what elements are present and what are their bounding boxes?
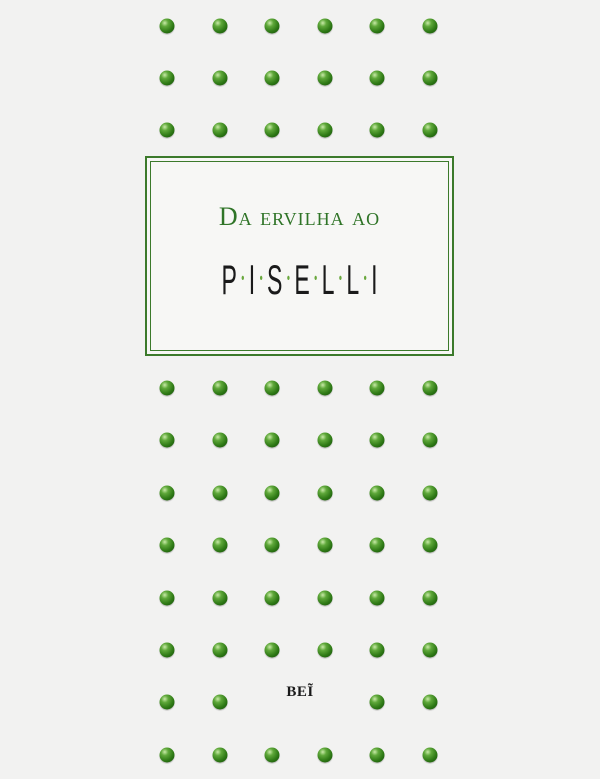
pea-icon xyxy=(370,123,385,138)
pea-icon xyxy=(212,643,227,658)
pea-icon xyxy=(423,590,438,605)
pea-icon xyxy=(212,485,227,500)
pea-icon xyxy=(160,643,175,658)
pea-icon xyxy=(370,590,385,605)
pea-icon xyxy=(265,538,280,553)
pea-icon xyxy=(317,19,332,34)
title-letter: L xyxy=(321,256,335,303)
pea-icon xyxy=(212,538,227,553)
letter-separator-dot: • xyxy=(286,269,290,287)
pea-icon xyxy=(370,643,385,658)
pea-icon xyxy=(317,123,332,138)
pea-icon xyxy=(317,538,332,553)
pea-icon xyxy=(160,71,175,86)
title-letter: P xyxy=(221,256,237,303)
pea-icon xyxy=(212,747,227,762)
letter-separator-dot: • xyxy=(338,269,342,287)
pea-icon xyxy=(160,433,175,448)
letter-separator-dot: • xyxy=(241,269,245,287)
pea-icon xyxy=(265,643,280,658)
pea-icon xyxy=(265,71,280,86)
letter-separator-dot: • xyxy=(259,269,263,287)
pea-icon xyxy=(423,381,438,396)
title-letter: I xyxy=(371,256,378,303)
pea-icon xyxy=(265,433,280,448)
pea-icon xyxy=(160,747,175,762)
pea-icon xyxy=(265,19,280,34)
pea-icon xyxy=(265,485,280,500)
pea-icon xyxy=(212,433,227,448)
pea-icon xyxy=(317,71,332,86)
pea-icon xyxy=(423,123,438,138)
pea-icon xyxy=(423,19,438,34)
letter-separator-dot: • xyxy=(363,269,367,287)
pea-icon xyxy=(370,485,385,500)
pea-icon xyxy=(212,19,227,34)
pea-icon xyxy=(160,19,175,34)
pea-icon xyxy=(370,71,385,86)
pea-icon xyxy=(265,381,280,396)
pea-icon xyxy=(160,123,175,138)
pea-icon xyxy=(212,123,227,138)
pea-icon xyxy=(423,71,438,86)
pea-icon xyxy=(317,433,332,448)
pea-icon xyxy=(160,485,175,500)
pea-icon xyxy=(317,485,332,500)
pea-icon xyxy=(317,643,332,658)
pea-icon xyxy=(265,590,280,605)
pea-icon xyxy=(160,590,175,605)
pea-icon xyxy=(370,433,385,448)
pea-icon xyxy=(317,381,332,396)
pea-icon xyxy=(317,590,332,605)
letter-separator-dot: • xyxy=(314,269,318,287)
pea-icon xyxy=(317,747,332,762)
pea-icon xyxy=(423,538,438,553)
pea-icon xyxy=(423,485,438,500)
title-line-1: Da ervilha ao xyxy=(218,202,381,231)
title-frame xyxy=(145,156,454,356)
pea-icon xyxy=(212,381,227,396)
pea-icon xyxy=(370,747,385,762)
pea-icon xyxy=(160,538,175,553)
pea-icon xyxy=(212,71,227,86)
pea-icon xyxy=(265,747,280,762)
title-letter: I xyxy=(248,256,256,303)
pea-icon xyxy=(212,590,227,605)
pea-icon xyxy=(160,381,175,396)
pea-icon xyxy=(423,747,438,762)
pea-icon xyxy=(370,538,385,553)
pea-icon xyxy=(370,19,385,34)
title-word xyxy=(216,256,384,304)
publisher-logo: BEĨ xyxy=(286,684,314,700)
title-letter: E xyxy=(294,256,310,303)
title-letter: L xyxy=(346,256,360,303)
pea-icon xyxy=(423,643,438,658)
pea-icon xyxy=(265,123,280,138)
pea-icon xyxy=(370,381,385,396)
title-letter: S xyxy=(267,256,283,303)
pea-icon xyxy=(423,433,438,448)
